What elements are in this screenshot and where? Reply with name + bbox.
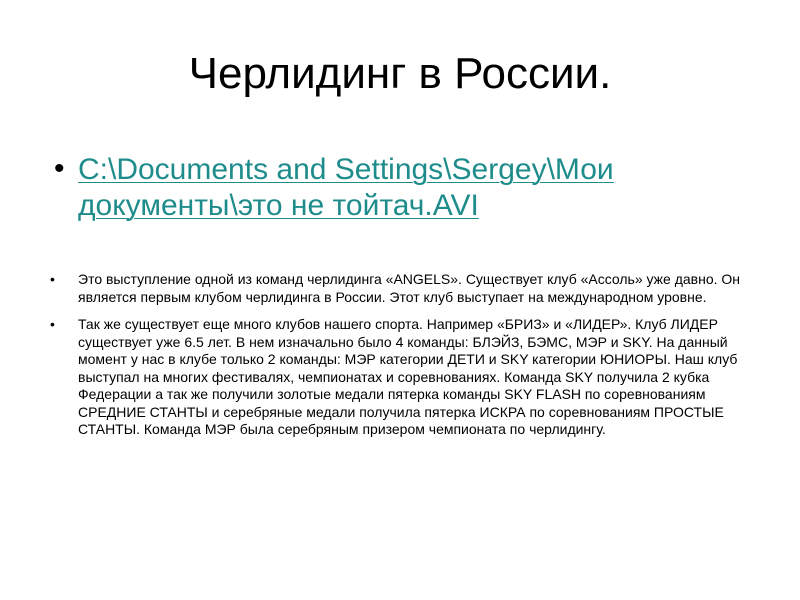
bullet: • — [50, 316, 55, 332]
paragraph-angels: Это выступление одной из команд черлидинга «ANGELS». Существует клуб «Ассоль» уже давно. Он является первым клубом черлидинга в России. Этот клуб выступает на международном уровне. — [78, 271, 741, 305]
list-item — [50, 271, 760, 306]
bullet: • — [54, 152, 65, 185]
body-text-list — [50, 271, 760, 449]
video-file-link[interactable]: C:\Documents and Settings\Sergey\Мои документы\это не тойтач.AVI — [78, 153, 614, 222]
bullet: • — [50, 271, 55, 287]
slide-title: Черлидинг в России. — [188, 49, 612, 98]
list-item — [50, 316, 760, 439]
paragraph-clubs: Так же существует еще много клубов нашего спорта. Например «БРИЗ» и «ЛИДЕР». Клуб ЛИДЕР существует уже 6.5 лет. В нем изначально было 4 команды: БЛЭЙЗ, БЭМС, МЭР и SKY. На данный момент у нас в клубе только 2 команды: МЭР категории ДЕТИ и SKY категории ЮНИОРЫ. Наш клуб выступал на многих фестивалях, чемпионатах и соревнованиях. Команда SKY получила 2 кубка Федерации а так же получили золотые медали пятерка команды SKY FLASH по соревнованиям СРЕДНИЕ СТАНТЫ и серебряные медали получила пятерка ИСКРА по соревнованиям ПРОСТЫЕ СТАНТЫ. Команда МЭР была серебряным призером чемпионата по черлидингу. — [78, 316, 738, 437]
